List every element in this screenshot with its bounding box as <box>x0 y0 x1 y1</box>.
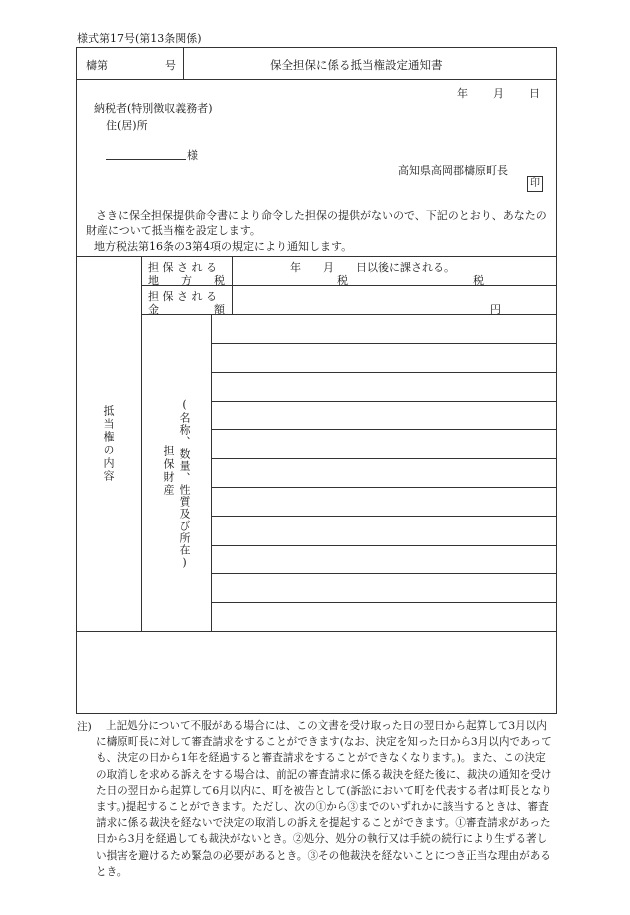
date-day: 日 <box>529 87 540 100</box>
secured-amount-label-1: 担 保 さ れ る <box>148 290 217 303</box>
secured-amount-label-2: 金 額 <box>148 303 225 316</box>
table-bottom-line <box>76 631 557 632</box>
secured-tax-type-1: 税 <box>337 274 348 287</box>
table-property-divider <box>211 314 212 631</box>
collateral-property-label: 担保財産 <box>162 445 175 497</box>
property-row-line <box>211 487 557 488</box>
property-row-line <box>211 516 557 517</box>
secured-tax-label-1: 担 保 さ れ る <box>148 261 217 274</box>
note-text: 上記処分について不服がある場合には、この文書を受け取った日の翌日から起算して3月以内に檮原町長に対して審査請求をすることができます(なお、決定を知った日から3月以内であっても、決定の日から1年を経過すると審査請求をすることができなくなります。)。また、この決定の取消しを求める訴えをする場合は、前記の審査請求に係る裁決を経た後に、裁決の通知を受けた日の翌日から起算して6月以内に、町を被告として(訴訟において町を代表する者は町長となります。)提起することができます。ただし、次の①から③までのいずれかに該当するときは、審査請求に係る裁決を経ないで決定の取消しの訴えを提起することができます。①審査請求があった日から3月を経過しても裁決がないとき。②処分、処分の執行又は手続の続行により生ずる著しい損害を避けるため緊急の必要があるとき。③その他裁決を経ないことにつき正当な理由があるとき。 <box>96 720 552 878</box>
note-marker: 注) <box>77 721 92 733</box>
secured-tax-date: 年 月 日以後に課される。 <box>290 261 455 274</box>
property-row-line <box>211 343 557 344</box>
body-paragraph-1: さきに保全担保提供命令書により命令した担保の提供がないので、下記のとおり、あなたの財産について抵当権を設定します。 <box>86 209 547 237</box>
recipient-honorific: 様 <box>187 149 198 162</box>
secured-tax-type-2: 税 <box>473 274 484 287</box>
taxpayer-label: 納税者(特別徴収義務者) <box>94 102 213 115</box>
issuer-name: 高知県高岡郡檮原町長 <box>398 164 508 177</box>
date-year: 年 <box>457 87 468 100</box>
property-row-line <box>211 401 557 402</box>
property-row-line <box>211 458 557 459</box>
property-description-label: (名称、数量、性質及び所在) <box>178 398 191 570</box>
property-row-line <box>211 602 557 603</box>
date-month: 月 <box>493 87 504 100</box>
table-top-line <box>76 256 557 257</box>
document-frame <box>76 47 557 714</box>
table-section-divider <box>141 256 142 631</box>
property-row-line <box>211 573 557 574</box>
recipient-name-line <box>106 159 186 160</box>
property-row-line <box>211 545 557 546</box>
doc-number-suffix: 号 <box>165 59 176 72</box>
seal-mark: 印 <box>527 176 543 192</box>
header-divider <box>76 79 557 80</box>
document-title: 保全担保に係る抵当権設定通知書 <box>270 58 443 72</box>
doc-number-prefix: 檮第 <box>86 59 108 72</box>
address-label: 住(居)所 <box>106 119 148 132</box>
property-row-line <box>211 372 557 373</box>
secured-amount-unit: 円 <box>490 303 501 316</box>
secured-tax-label-2: 地 方 税 <box>148 274 225 287</box>
property-row-line <box>211 429 557 430</box>
mortgage-content-label: 抵当権の内容 <box>102 405 115 483</box>
form-number: 様式第17号(第13条関係) <box>77 32 202 45</box>
body-paragraph-2: 地方税法第16条の3第4項の規定により通知します。 <box>94 240 353 253</box>
header-separator <box>183 47 184 79</box>
